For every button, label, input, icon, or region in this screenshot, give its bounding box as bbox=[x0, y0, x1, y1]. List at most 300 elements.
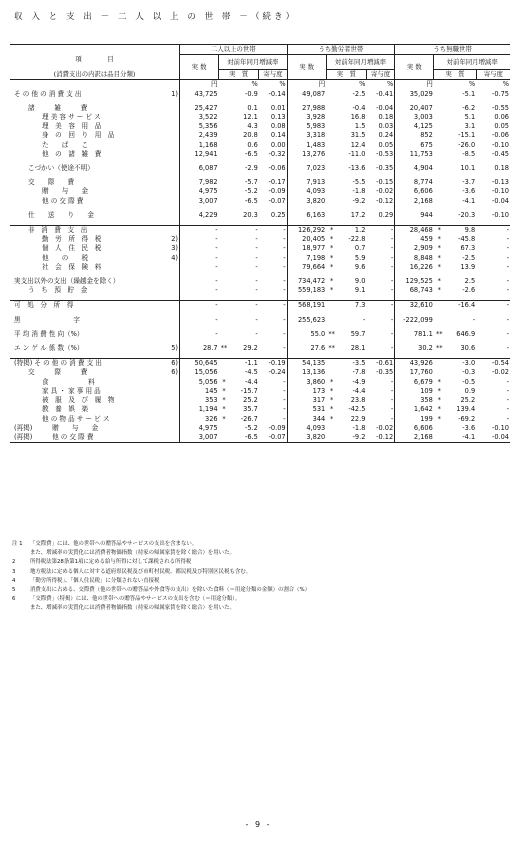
value-cell: 22.9 bbox=[350, 414, 366, 423]
row-label-cell bbox=[10, 378, 180, 387]
value-cell: 5.1 bbox=[464, 113, 476, 122]
value-cell: -4.1 bbox=[462, 432, 476, 441]
value-cell: 0.9 bbox=[464, 386, 476, 395]
row-label: 交 際 費 bbox=[28, 178, 75, 187]
value-cell: -4.1 bbox=[462, 196, 476, 205]
value-cell: -0.41 bbox=[376, 89, 394, 98]
significance-mark bbox=[219, 433, 230, 443]
value-cell: 4,093 bbox=[287, 187, 326, 196]
significance-mark bbox=[326, 187, 337, 196]
value-cell: 35,029 bbox=[395, 90, 434, 99]
row-label-cell bbox=[10, 187, 180, 196]
page-number: - 9 - bbox=[245, 820, 272, 829]
row-label-cell bbox=[10, 104, 180, 113]
significance-mark: * bbox=[330, 396, 334, 405]
value-cell: 344 bbox=[287, 415, 326, 424]
significance-mark bbox=[219, 286, 230, 295]
value-cell: 0.18 bbox=[378, 113, 394, 122]
significance-mark: * bbox=[222, 414, 226, 423]
value-cell: 27,988 bbox=[287, 104, 326, 113]
significance-mark bbox=[434, 424, 445, 433]
value-cell: - bbox=[506, 277, 509, 286]
value-cell: 7,198 bbox=[287, 254, 326, 263]
significance-mark bbox=[219, 424, 230, 433]
value-cell: 852 bbox=[395, 131, 434, 140]
value-cell: 9.1 bbox=[354, 286, 366, 295]
value-cell: 0.29 bbox=[378, 210, 394, 219]
significance-mark bbox=[219, 244, 230, 253]
footnote-text: また、増減率の実質化には消費者物価指数（持家の帰属家賃を除く総合）を用いた。 bbox=[30, 605, 235, 612]
value-cell: -6.2 bbox=[462, 103, 476, 112]
footnote-text: 所得税法第28条第1項に定める給与所得に対して課税される所得税 bbox=[30, 559, 192, 566]
value-cell: -0.09 bbox=[268, 187, 286, 196]
value-cell: -0.54 bbox=[491, 359, 509, 368]
value-cell: - bbox=[283, 329, 286, 338]
value-cell: 0.24 bbox=[378, 131, 394, 140]
value-cell: -26.7 bbox=[240, 414, 258, 423]
units-spacer bbox=[10, 80, 180, 90]
footnote-text: 「勤労所得税」、「個人住民税」に分類されない直接税 bbox=[30, 577, 160, 584]
row-label: 実支出以外の支出（繰越金を除く） bbox=[14, 277, 120, 286]
value-cell: -16.4 bbox=[458, 301, 476, 310]
table-row bbox=[10, 235, 510, 244]
unit-cell: % bbox=[359, 80, 366, 89]
value-cell: -42.5 bbox=[348, 405, 366, 414]
unit-cell: % bbox=[279, 80, 286, 89]
significance-mark: * bbox=[437, 377, 441, 386]
value-cell: - bbox=[283, 235, 286, 244]
value-cell: 3,522 bbox=[180, 113, 219, 122]
value-cell: 1.2 bbox=[354, 226, 366, 235]
value-cell: -1.1 bbox=[244, 359, 258, 368]
significance-mark bbox=[219, 150, 230, 159]
significance-mark: * bbox=[437, 405, 441, 414]
footnote-key bbox=[12, 549, 30, 558]
value-cell: 59.7 bbox=[350, 329, 366, 338]
unit-cell: % bbox=[251, 80, 258, 89]
value-cell: - bbox=[506, 377, 509, 386]
value-cell: -5.2 bbox=[244, 423, 258, 432]
value-cell: 23.8 bbox=[350, 396, 366, 405]
value-cell: - bbox=[363, 315, 366, 324]
value-cell: 28,468 bbox=[395, 226, 434, 236]
value-cell: - bbox=[390, 396, 394, 405]
row-label-cell bbox=[10, 178, 180, 187]
table-row bbox=[10, 113, 510, 122]
value-cell: -20.3 bbox=[458, 210, 476, 219]
value-cell: 10.1 bbox=[460, 164, 476, 173]
value-cell: 12.4 bbox=[350, 140, 366, 149]
value-cell: 0.06 bbox=[494, 113, 509, 122]
value-cell: 531 bbox=[287, 405, 326, 414]
value-cell: -15.7 bbox=[240, 386, 258, 395]
value-cell: 3,860 bbox=[287, 378, 326, 387]
row-label: そ の 他 の 消 費 支 出 bbox=[14, 89, 82, 98]
value-cell: -6.5 bbox=[244, 149, 258, 158]
value-cell: -22.8 bbox=[348, 235, 366, 244]
value-cell: -1.8 bbox=[352, 423, 366, 432]
contrib-header: 寄与度 bbox=[259, 70, 287, 80]
value-cell: - bbox=[180, 301, 219, 311]
significance-mark bbox=[434, 141, 445, 150]
value-cell: -3.7 bbox=[462, 178, 476, 187]
group-header-unemployed: うち無職世帯 bbox=[395, 45, 510, 55]
value-cell: 4,975 bbox=[180, 424, 219, 433]
value-cell: - bbox=[390, 253, 394, 262]
significance-mark bbox=[326, 164, 337, 173]
value-cell: -0.15 bbox=[376, 178, 394, 187]
row-label: 他 の 物 品 サ ー ビ ス bbox=[42, 414, 110, 423]
significance-mark bbox=[219, 122, 230, 131]
value-cell: 17.2 bbox=[350, 210, 366, 219]
significance-mark bbox=[326, 301, 337, 311]
value-cell: 0.1 bbox=[247, 103, 258, 112]
significance-mark bbox=[219, 235, 230, 244]
significance-mark bbox=[219, 226, 230, 236]
footnote-text: また、増減率の実質化には消費者物価指数（持家の帰属家賃を除く総合）を用いた。 bbox=[30, 550, 235, 557]
significance-mark bbox=[326, 197, 337, 206]
value-cell: - bbox=[180, 277, 219, 286]
value-cell: 5.9 bbox=[354, 253, 366, 262]
unit-cell: 円 bbox=[180, 80, 219, 90]
significance-mark: * bbox=[330, 226, 334, 235]
significance-mark bbox=[219, 277, 230, 286]
row-label-cell bbox=[10, 396, 180, 405]
row-label-cell bbox=[10, 415, 180, 424]
value-cell: - bbox=[472, 315, 476, 324]
footnote bbox=[12, 558, 507, 567]
value-cell: -8.5 bbox=[462, 149, 476, 158]
value-cell: - bbox=[180, 316, 219, 325]
row-label-cell bbox=[10, 424, 180, 433]
significance-mark: ** bbox=[328, 344, 335, 353]
value-cell: 20,405 bbox=[287, 235, 326, 244]
significance-mark: * bbox=[330, 414, 334, 423]
value-cell: -1.8 bbox=[352, 187, 366, 196]
row-note-ref: 5) bbox=[171, 344, 179, 353]
footnote-key: 4 bbox=[12, 577, 16, 584]
yoy-header: 対前年同月増減率 bbox=[219, 55, 287, 70]
value-cell: 28.1 bbox=[350, 344, 366, 353]
value-cell: - bbox=[283, 286, 286, 295]
significance-mark bbox=[219, 131, 230, 140]
value-cell: -7.8 bbox=[352, 368, 366, 377]
value-cell: - bbox=[506, 386, 509, 395]
value-cell: -4.4 bbox=[352, 386, 366, 395]
value-cell: -0.06 bbox=[491, 131, 509, 140]
row-label: エ ン ゲ ル 係 数（%） bbox=[14, 344, 84, 353]
value-cell: - bbox=[255, 301, 258, 310]
row-label: 他 の 交 際 費 bbox=[42, 196, 84, 205]
value-cell: 3,007 bbox=[180, 197, 219, 206]
significance-mark bbox=[326, 113, 337, 122]
significance-mark bbox=[434, 316, 445, 325]
row-label: (再掲) 贈 与 金 bbox=[14, 423, 99, 432]
table-row bbox=[10, 150, 510, 159]
value-cell: 7,913 bbox=[287, 178, 326, 187]
value-cell: 30.6 bbox=[460, 344, 476, 353]
row-label: 勤 労 所 得 税 bbox=[42, 235, 102, 244]
value-cell: 6,087 bbox=[180, 164, 219, 173]
value-cell: 568,191 bbox=[287, 301, 326, 311]
row-label: (特掲) そ の 他 の 消 費 支 出 bbox=[14, 359, 102, 368]
footnote-key: 注 1 bbox=[12, 541, 23, 547]
value-cell: 2,439 bbox=[180, 131, 219, 140]
value-cell: -0.02 bbox=[376, 187, 394, 196]
value-cell: 25,427 bbox=[180, 104, 219, 113]
significance-mark bbox=[434, 197, 445, 206]
value-cell: - bbox=[506, 315, 509, 324]
row-label-cell bbox=[10, 368, 180, 377]
value-cell: 6,163 bbox=[287, 211, 326, 220]
row-label: 仕 送 り 金 bbox=[28, 210, 94, 219]
value-cell: 3,318 bbox=[287, 131, 326, 140]
row-label-cell bbox=[10, 197, 180, 206]
value-cell: - bbox=[283, 405, 286, 414]
value-cell: 9.8 bbox=[464, 226, 476, 235]
significance-mark bbox=[326, 104, 337, 113]
unit-cell: % bbox=[468, 80, 476, 89]
value-cell: 27.6 bbox=[287, 344, 326, 353]
data-table bbox=[10, 44, 510, 443]
value-cell: - bbox=[390, 377, 394, 386]
row-label-cell bbox=[10, 211, 180, 220]
value-cell: -69.2 bbox=[458, 414, 476, 423]
significance-mark: * bbox=[330, 286, 334, 295]
value-cell: -5.7 bbox=[244, 178, 258, 187]
value-cell: 3,928 bbox=[287, 113, 326, 122]
value-cell: - bbox=[283, 277, 286, 286]
significance-mark bbox=[434, 368, 445, 377]
table-row bbox=[10, 263, 510, 272]
value-cell: - bbox=[255, 235, 258, 244]
footnote-text: 「交際費」（特掲）には、他の世帯への贈答品やサービスの支出を含む（＝用途分類）。 bbox=[30, 596, 241, 603]
value-cell: 20.3 bbox=[243, 210, 258, 219]
value-cell: -0.5 bbox=[462, 377, 476, 386]
row-label: 教 養 娯 楽 bbox=[42, 405, 89, 414]
significance-mark: ** bbox=[435, 344, 443, 353]
significance-mark bbox=[326, 141, 337, 150]
value-cell: - bbox=[506, 301, 509, 310]
value-cell: -6.5 bbox=[244, 432, 258, 441]
footnote-text: 消費支出に占める、交際費（他の世帯への贈答品や外食等の支出）を除いた食料（＝用途分類の金額）の割合（%） bbox=[30, 587, 311, 594]
table-body bbox=[10, 80, 510, 443]
value-cell: - bbox=[390, 226, 394, 235]
value-cell: -0.10 bbox=[491, 423, 509, 432]
value-cell: - bbox=[255, 315, 258, 324]
significance-mark bbox=[326, 90, 337, 99]
value-cell: 0.13 bbox=[270, 113, 286, 122]
value-cell: 0.05 bbox=[378, 140, 394, 149]
table-row bbox=[10, 359, 510, 369]
value-cell: 4,904 bbox=[395, 164, 434, 173]
value-cell: 0.25 bbox=[270, 210, 286, 219]
significance-mark: * bbox=[437, 262, 441, 271]
row-label: こづかい（使途不明） bbox=[28, 164, 94, 173]
value-cell: - bbox=[390, 286, 394, 295]
value-cell: -0.55 bbox=[491, 103, 509, 112]
value-cell: 358 bbox=[395, 396, 434, 405]
value-cell: - bbox=[283, 253, 286, 262]
value-cell: 16,226 bbox=[395, 263, 434, 272]
value-cell: -3.5 bbox=[352, 359, 366, 368]
value-cell: -0.75 bbox=[491, 89, 509, 98]
row-label: 黒 字 bbox=[14, 315, 80, 324]
page-title: 収 入 と 支 出 － 二 人 以 上 の 世 帯 －（続き） bbox=[14, 12, 298, 22]
value-cell: -5.2 bbox=[244, 187, 258, 196]
row-note-ref: 6) bbox=[171, 359, 179, 368]
row-label: 他 の 税 bbox=[42, 253, 89, 262]
value-cell: 255,623 bbox=[287, 316, 326, 325]
significance-mark bbox=[219, 90, 230, 99]
value-cell: 49,087 bbox=[287, 90, 326, 99]
value-cell: 3.1 bbox=[464, 122, 476, 131]
value-cell: -0.4 bbox=[352, 103, 366, 112]
value-cell: 559,183 bbox=[287, 286, 326, 295]
value-cell: -6.5 bbox=[244, 196, 258, 205]
value-cell: -0.35 bbox=[376, 368, 394, 377]
value-cell: 2.5 bbox=[464, 277, 476, 286]
significance-mark: * bbox=[222, 405, 226, 414]
value-cell: 13,136 bbox=[287, 368, 326, 377]
value-cell: - bbox=[283, 386, 286, 395]
value-cell: -26.0 bbox=[458, 140, 476, 149]
value-cell: - bbox=[506, 396, 509, 405]
significance-mark bbox=[219, 113, 230, 122]
value-cell: -15.1 bbox=[458, 131, 476, 140]
value-cell: -11.0 bbox=[348, 149, 366, 158]
value-cell: 1,642 bbox=[395, 405, 434, 414]
value-cell: - bbox=[506, 344, 509, 353]
row-label: 可 処 分 所 得 bbox=[14, 301, 74, 310]
footnote bbox=[12, 577, 507, 586]
value-cell: 11,753 bbox=[395, 150, 434, 159]
value-cell: 16.8 bbox=[350, 113, 366, 122]
row-label-cell bbox=[10, 254, 180, 263]
value-cell: - bbox=[283, 315, 286, 324]
value-cell: 68,743 bbox=[395, 286, 434, 295]
value-cell: - bbox=[180, 226, 219, 236]
table-row bbox=[10, 344, 510, 353]
significance-mark: * bbox=[437, 414, 441, 423]
group-header-workers: うち勤労者世帯 bbox=[287, 45, 395, 55]
footnote-key bbox=[12, 604, 30, 613]
value-cell: - bbox=[283, 262, 286, 271]
value-cell: -2.9 bbox=[244, 164, 258, 173]
value-cell: -3.6 bbox=[462, 187, 476, 196]
significance-mark bbox=[434, 433, 445, 443]
row-note-ref: 4) bbox=[171, 253, 179, 262]
value-cell: 13,276 bbox=[287, 150, 326, 159]
row-label: 食 料 bbox=[42, 377, 95, 386]
table-row bbox=[10, 104, 510, 113]
significance-mark: * bbox=[330, 386, 334, 395]
value-cell: -0.24 bbox=[268, 368, 286, 377]
unit-cell: 円 bbox=[395, 80, 434, 90]
value-cell: 459 bbox=[395, 235, 434, 244]
value-cell: 944 bbox=[395, 211, 434, 220]
significance-mark: * bbox=[437, 244, 441, 253]
row-label-cell bbox=[10, 150, 180, 159]
significance-mark bbox=[219, 359, 230, 369]
value-cell: - bbox=[255, 244, 258, 253]
row-label-cell bbox=[10, 113, 180, 122]
row-label-cell bbox=[10, 122, 180, 131]
value-cell: - bbox=[390, 405, 394, 414]
item-header bbox=[10, 45, 180, 80]
significance-mark bbox=[219, 164, 230, 173]
table-row bbox=[10, 244, 510, 253]
value-cell: - bbox=[255, 329, 258, 338]
footnote-key: 2 bbox=[12, 559, 16, 566]
row-label-cell bbox=[10, 344, 180, 353]
row-note-ref: 3) bbox=[171, 244, 179, 253]
table-row bbox=[10, 254, 510, 263]
value-cell: 8,774 bbox=[395, 178, 434, 187]
row-label-cell bbox=[10, 277, 180, 286]
value-cell: -0.53 bbox=[376, 149, 394, 158]
table-row bbox=[10, 141, 510, 150]
row-label: 平 均 消 費 性 向（%） bbox=[14, 329, 84, 338]
footnote bbox=[12, 549, 507, 558]
significance-mark bbox=[326, 211, 337, 220]
significance-mark bbox=[326, 150, 337, 159]
row-label: 身 の 回 り 用 品 bbox=[42, 131, 115, 140]
value-cell: -3.6 bbox=[462, 423, 476, 432]
table-row bbox=[10, 424, 510, 433]
contrib-header: 寄与度 bbox=[476, 70, 510, 80]
row-label: 被 服 及 び 履 物 bbox=[42, 396, 115, 405]
table-row bbox=[10, 368, 510, 377]
value-cell: 4,229 bbox=[180, 211, 219, 220]
item-header-sub: (消費支出の内訳は品目分類) bbox=[53, 70, 136, 79]
row-label: 他 の 諸 雑 費 bbox=[42, 149, 102, 158]
significance-mark: * bbox=[330, 244, 334, 253]
value-cell: 0.03 bbox=[378, 122, 394, 131]
significance-mark bbox=[326, 316, 337, 325]
value-cell: - bbox=[283, 226, 286, 235]
footnote bbox=[12, 540, 507, 549]
value-cell: 25.2 bbox=[460, 396, 476, 405]
value-cell: 4,975 bbox=[180, 187, 219, 196]
significance-mark bbox=[219, 316, 230, 325]
value-cell: 9.0 bbox=[354, 277, 366, 286]
value-cell: 1,168 bbox=[180, 141, 219, 150]
value-cell: 675 bbox=[395, 141, 434, 150]
value-cell: 8,848 bbox=[395, 254, 434, 263]
significance-mark bbox=[219, 211, 230, 220]
value-cell: 129,525 bbox=[395, 277, 434, 286]
real-header: 実 質 bbox=[219, 70, 259, 80]
value-cell: - bbox=[390, 301, 394, 310]
value-cell: - bbox=[506, 244, 509, 253]
value-cell: 25.2 bbox=[243, 396, 258, 405]
value-cell: 29.2 bbox=[243, 344, 258, 353]
value-cell: -0.35 bbox=[376, 164, 394, 173]
significance-mark: * bbox=[330, 377, 334, 386]
table-row bbox=[10, 405, 510, 414]
table-row bbox=[10, 415, 510, 424]
row-label-cell bbox=[10, 433, 180, 443]
value-cell: - bbox=[255, 253, 258, 262]
footnote-key: 6 bbox=[12, 596, 16, 603]
value-cell: 326 bbox=[180, 415, 219, 424]
value-cell: 15,056 bbox=[180, 368, 219, 377]
value-cell: 7,023 bbox=[287, 164, 326, 173]
value-cell: -0.13 bbox=[491, 178, 509, 187]
value-cell: - bbox=[180, 244, 219, 253]
significance-mark: * bbox=[330, 262, 334, 271]
